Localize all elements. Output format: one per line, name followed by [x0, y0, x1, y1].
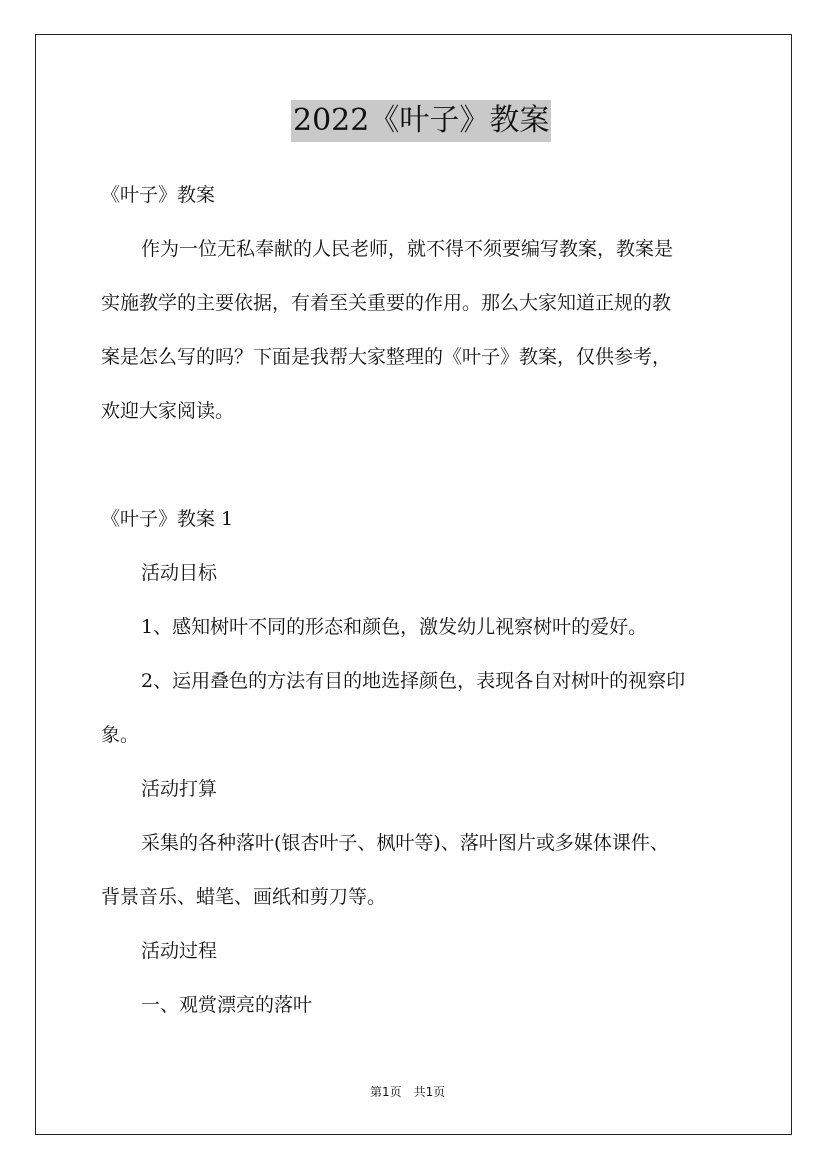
body-line: 1、感知树叶不同的形态和颜色，激发幼儿视察树叶的爱好。: [141, 616, 648, 638]
document-title: 2022《叶子》教案: [291, 100, 551, 142]
intro-line: 欢迎大家阅读。: [101, 400, 235, 422]
intro-line: 作为一位无私奉献的人民老师，就不得不须要编写教案，教案是: [141, 238, 674, 260]
section-title: 《叶子》教案 1: [101, 508, 234, 530]
section-heading: 活动打算: [141, 778, 218, 800]
intro-line: 案是怎么写的吗？下面是我帮大家整理的《叶子》教案，仅供参考，: [101, 346, 672, 368]
intro-line: 实施教学的主要依据，有着至关重要的作用。那么大家知道正规的教: [101, 292, 672, 314]
document-heading: 《叶子》教案: [101, 184, 216, 206]
body-line: 2、运用叠色的方法有目的地选择颜色，表现各自对树叶的视察印: [141, 670, 686, 692]
section-heading: 活动目标: [141, 562, 218, 584]
body-line: 背景音乐、蜡笔、画纸和剪刀等。: [101, 886, 387, 908]
body-line: 采集的各种落叶(银杏叶子、枫叶等)、落叶图片或多媒体课件、: [141, 832, 669, 854]
page-number-footer: 第1页 共1页: [370, 1085, 446, 1099]
body-line: 象。: [101, 724, 140, 746]
body-line: 一、观赏漂亮的落叶: [141, 994, 313, 1016]
section-heading: 活动过程: [141, 940, 218, 962]
